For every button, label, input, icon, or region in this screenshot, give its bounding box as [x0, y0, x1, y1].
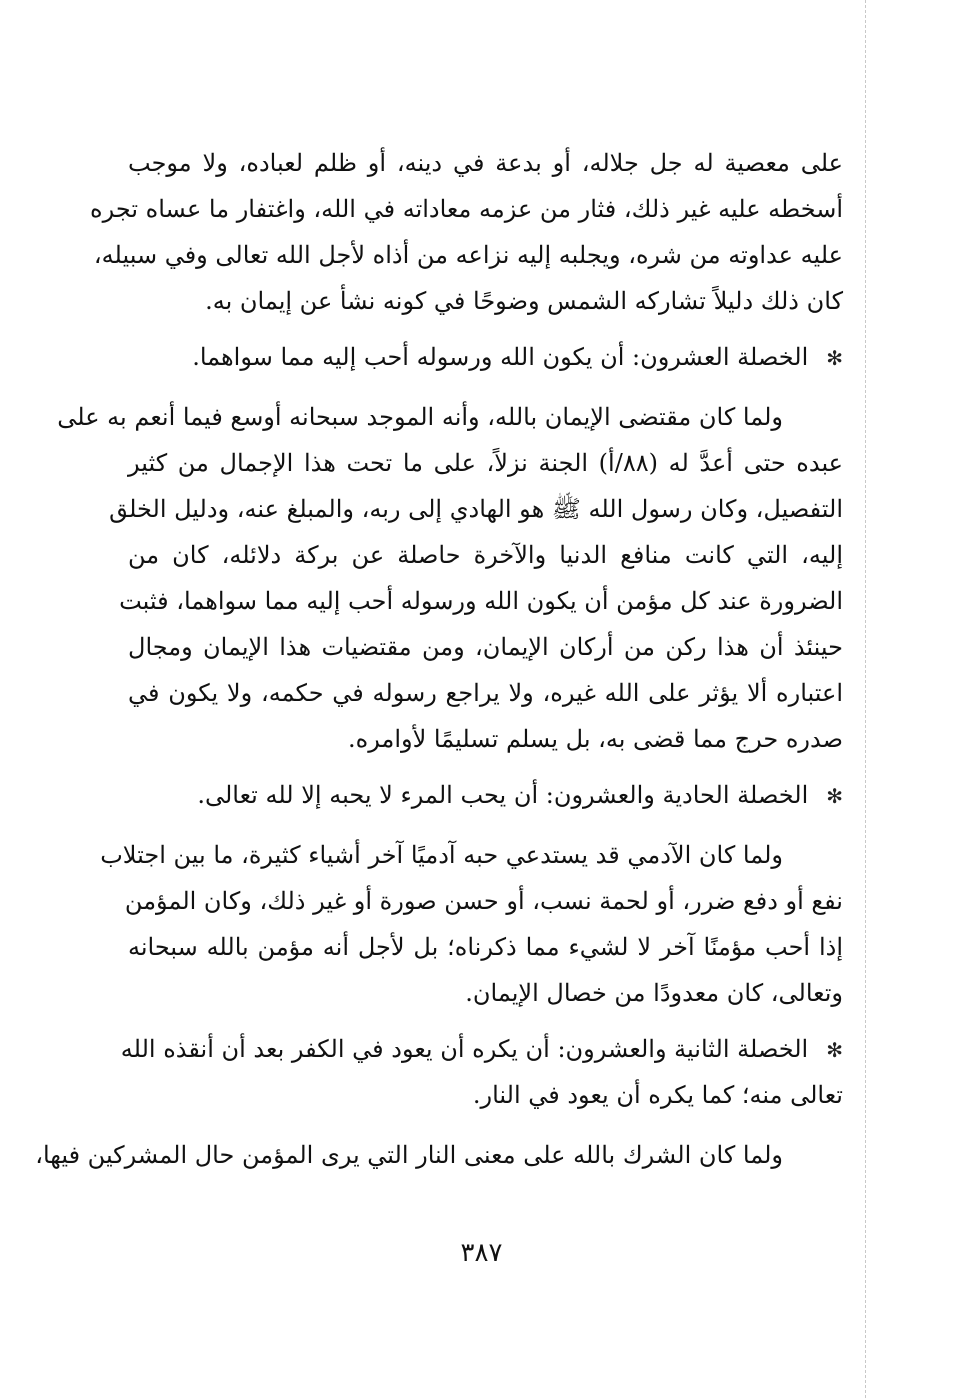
text-line: نفع أو دفع ضرر، أو لحمة نسب، أو حسن صورة أو غير ذلك، وكان المؤمن — [124, 887, 843, 915]
paragraph-1 — [90, 140, 843, 324]
text-line: حينئذ أن هذا ركن من أركان الإيمان، ومن مقتضيات هذا الإيمان ومجال — [128, 633, 843, 661]
text-line: التفصيل، وكان رسول الله ﷺ هو الهادي إلى ربه، والمبلغ عنه، ودليل الخلق — [109, 495, 843, 523]
text-line: ولما كان مقتضى الإيمان بالله، وأنه الموجد سبحانه أوسع فيما أنعم به على — [57, 403, 783, 431]
page-number: ٣٨٧ — [460, 1238, 503, 1268]
text-line: أسخطه عليه غير ذلك، فثار من عزمه معاداته في الله، واغتفار ما عساه تجره — [90, 195, 843, 223]
text-line: وتعالى، كان معدودًا من خصال الإيمان. — [465, 979, 843, 1007]
heading-text: الخصلة الثانية والعشرون: أن يكره أن يعود في الكفر بعد أن أنقذه الله — [120, 1035, 809, 1063]
paragraph-3 — [100, 832, 843, 1016]
text-line: عبده حتى أعدَّ له (٨٨/أ) الجنة نزلاً، على ما تحت هذا الإجمال من كثير — [128, 449, 844, 477]
page-body — [35, 140, 844, 1178]
heading-text: الخصلة الحادية والعشرون: أن يحب المرء لا يحبه إلا لله تعالى. — [197, 781, 809, 809]
text-line: إليه، التي كانت منافع الدنيا والآخرة حاصلة عن بركة دلائله، كان من — [128, 541, 843, 569]
paragraph-2 — [57, 394, 844, 762]
heading-trait-21 — [128, 772, 843, 818]
text-line: عليه عداوته من شره، ويجلبه إليه نزاعه من أذاه لأجل الله تعالى وفي سبيله، — [93, 241, 843, 269]
page-margin-line — [865, 0, 866, 1398]
star-bullet-icon: ✻ — [826, 784, 843, 808]
star-bullet-icon: ✻ — [826, 346, 843, 370]
heading-trait-20 — [128, 334, 843, 380]
text-line: صدره حرج مما قضى به، بل يسلم تسليمًا لأوامره. — [348, 725, 843, 753]
heading-text-continued: تعالى منه؛ كما يكره أن يعود في النار. — [472, 1081, 843, 1109]
text-line: ولما كان الشرك بالله على معنى النار التي يرى المؤمن حال المشركين فيها، — [35, 1141, 783, 1169]
text-line: ولما كان الآدمي قد يستدعي حبه آدميًا آخر أشياء كثيرة، ما بين اجتلاب — [100, 841, 783, 869]
text-line: إذا أحب مؤمنًا آخر لا لشيء مما ذكرناه؛ بل لأجل أنه مؤمن بالله سبحانه — [128, 933, 843, 961]
paragraph-4 — [35, 1132, 843, 1178]
heading-text: الخصلة العشرون: أن يكون الله ورسوله أحب إليه مما سواهما. — [192, 343, 809, 371]
text-line: الضرورة عند كل مؤمن أن يكون الله ورسوله أحب إليه مما سواهما، فثبت — [119, 587, 843, 615]
text-line: على معصية له جل جلاله، أو بدعة في دينه، أو ظلم لعباده، ولا موجب — [128, 149, 843, 177]
text-line: اعتباره ألا يؤثر على الله غيره، ولا يراجع رسوله في حكمه، ولا يكون في — [128, 679, 843, 707]
star-bullet-icon: ✻ — [826, 1038, 843, 1062]
text-line: كان ذلك دليلاً تشاركه الشمس وضوحًا في كونه نشأ عن إيمان به. — [205, 287, 843, 315]
heading-trait-22 — [120, 1026, 843, 1118]
